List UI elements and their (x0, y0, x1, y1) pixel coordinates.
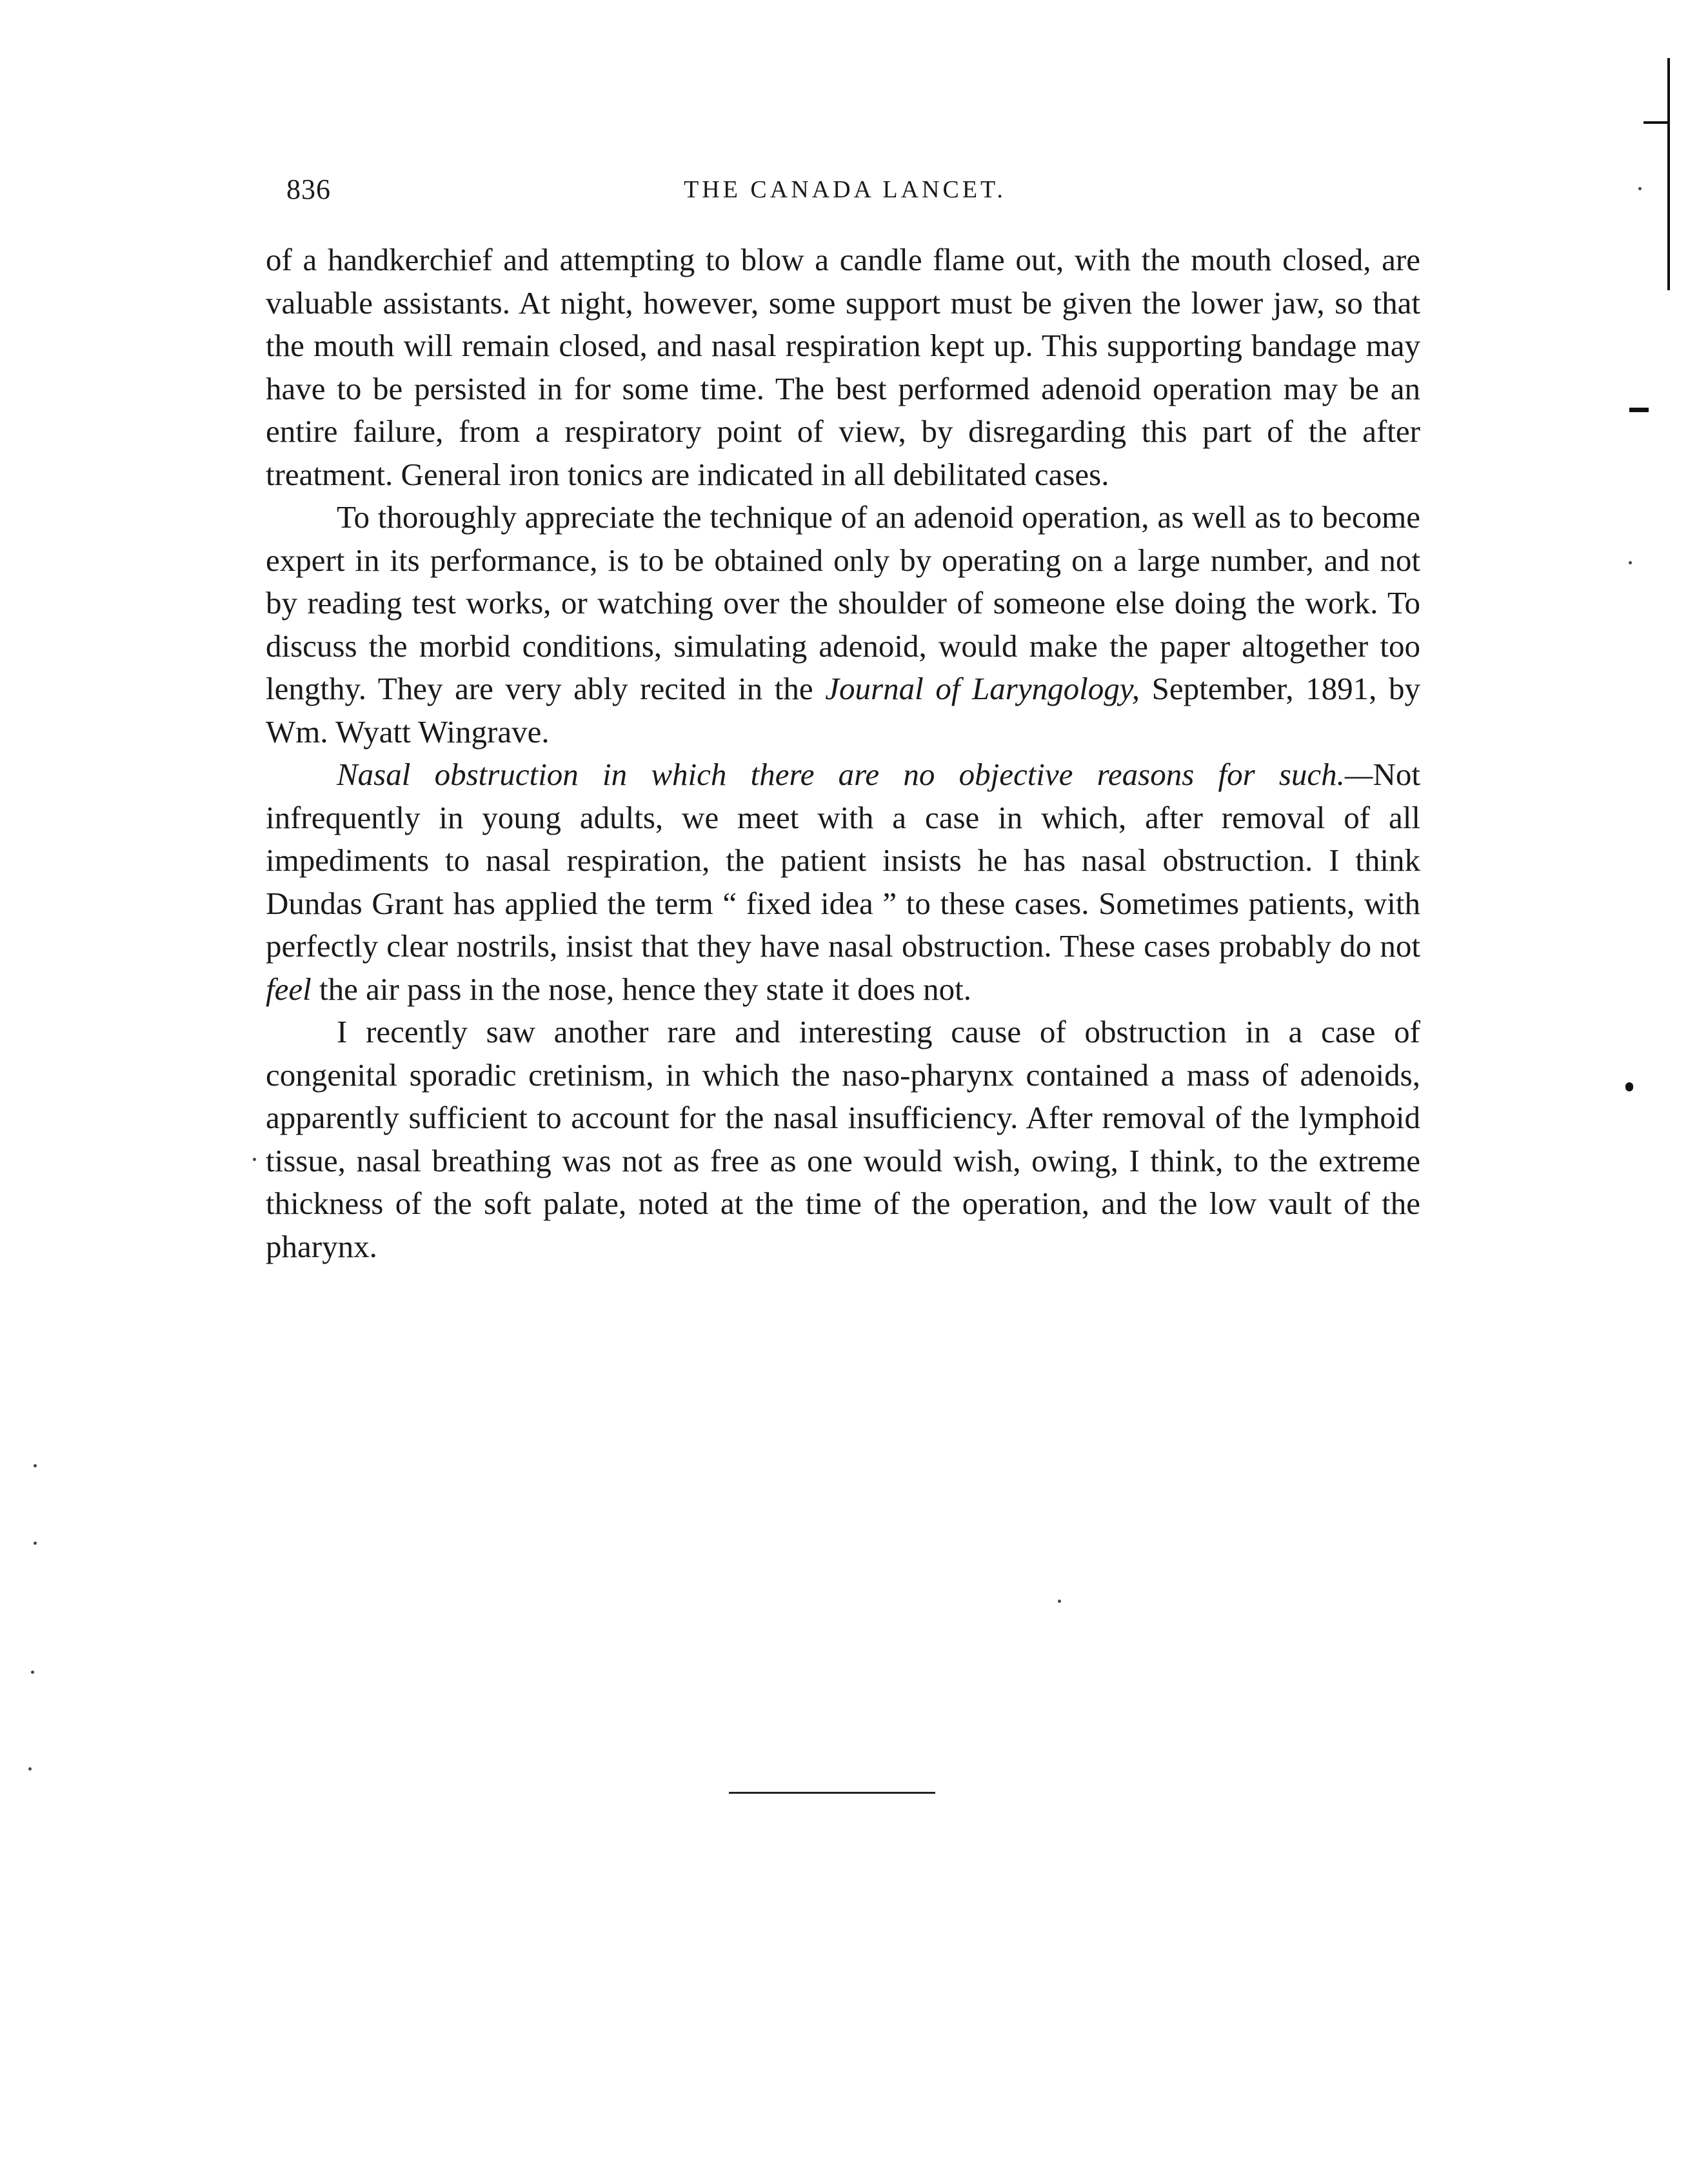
page-number: 836 (286, 174, 331, 205)
margin-dash-mark (1629, 408, 1649, 412)
margin-speck (34, 1464, 37, 1467)
paragraph-nasal-obstruction-text: Not infrequently in young adults, we meet with a case in which, after removal of all impediments to nasal respiration, the patient insists he has nasal obstruction. I think Dundas Grant has applied the term “ fixed idea ” to these cases. Sometimes patients, with perfectly clear nostrils, insist that they have nasal obstruction. These cases probably do not (266, 757, 1420, 964)
margin-speck (34, 1542, 37, 1545)
paragraph-nasal-obstruction-tail: the air pass in the nose, hence they state it does not. (311, 971, 972, 1007)
journal-citation: Journal of Laryngology, (825, 671, 1140, 706)
section-end-rule (729, 1792, 935, 1794)
article-body (266, 239, 1420, 1268)
paragraph-continuation: of a handkerchief and attempting to blow a candle flame out, with the mouth closed, are valuable assistants. At night, however, some support must be given the lower jaw, so that the mouth will remain closed, and nasal respiration kept up. This supporting bandage may have to be persisted in for some time. The best performed adenoid operation may be an entire failure, from a respiratory point of view, by disregarding this part of the after treatment. General iron tonics are indicated in all debilitated cases. (266, 242, 1420, 492)
emphasis-feel: feel (266, 971, 312, 1007)
margin-bracket-tick (1643, 121, 1669, 124)
section-heading-italic: Nasal obstruction in which there are no objective reasons for such.— (337, 757, 1373, 792)
running-head (271, 173, 1419, 212)
page-speck (253, 1158, 256, 1161)
paragraph-nasal-obstruction (266, 753, 1420, 1011)
page-speck (1058, 1600, 1061, 1603)
paragraph-technique (266, 496, 1420, 753)
paragraph-cretinism-case: I recently saw another rare and interesting cause of obstruction in a case of congenital sporadic cretinism, in which the naso-pharynx contained a mass of adenoids, apparently sufficient to account for the nasal insufficiency. After removal of the lymphoid tissue, nasal breathing was not as free as one would wish, owing, I think, to the extreme thickness of the soft palate, noted at the time of the operation, and the low vault of the pharynx. (266, 1014, 1420, 1264)
margin-ink-blot (1625, 1082, 1633, 1091)
margin-speck (31, 1671, 34, 1674)
margin-bracket-line (1667, 58, 1670, 290)
paragraph-technique-text: To thoroughly appreciate the technique of an adenoid operation, as well as to become expert in its performance, is to be obtained only by operating on a large number, and not by reading test works, or watching over the shoulder of someone else doing the work. To discuss the morbid conditions, simulating adenoid, would make the paper altogether too lengthy. They are very ably recited in the (266, 499, 1420, 706)
paragraph-technique-tail: September, 1891, by Wm. Wyatt Wingrave. (266, 671, 1420, 750)
margin-speck (1629, 561, 1632, 564)
journal-title: THE CANADA LANCET. (684, 176, 1006, 203)
margin-speck (28, 1767, 32, 1771)
margin-speck (1638, 187, 1642, 190)
